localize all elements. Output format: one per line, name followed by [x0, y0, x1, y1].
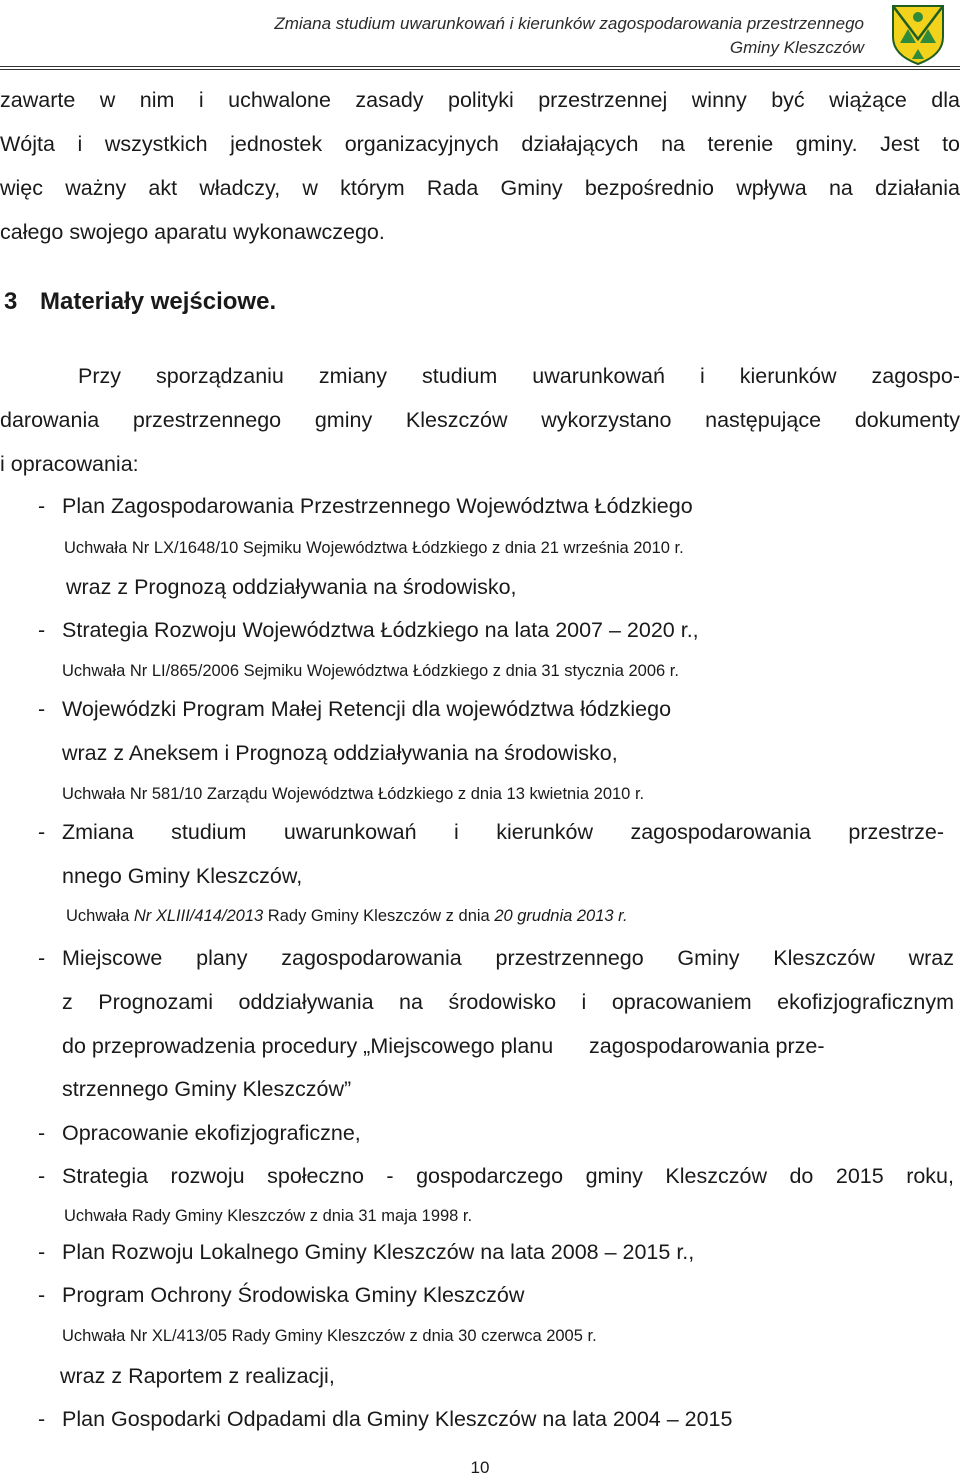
header-subtitle: Gminy Kleszczów [729, 38, 864, 57]
list-dash: - [38, 1283, 46, 1307]
intro-line: Wójta i wszystkich jednostek organizacyjnych działających na terenie gminy. Jest to [0, 132, 960, 156]
section-title: Materiały wejściowe. [40, 288, 277, 315]
resolution-note: Uchwała Rady Gminy Kleszczów z dnia 31 maja 1998 r. [64, 1207, 473, 1225]
paragraph-line: darowania przestrzennego gminy Kleszczów wykorzystano następujące dokumenty [0, 408, 960, 432]
list-dash: - [38, 946, 46, 970]
resolution-note [66, 905, 628, 927]
list-dash: - [38, 494, 46, 518]
list-item: Miejscowe plany zagospodarowania przestrzennego Gminy Kleszczów wraz [62, 946, 954, 970]
list-item-continuation: z Prognozami oddziaływania na środowisko i opracowaniem ekofizjograficznym [62, 990, 954, 1014]
header-rule-double [0, 69, 960, 70]
header-title: Zmiana studium uwarunkowań i kierunków zagospodarowania przestrzennego [274, 14, 864, 33]
resolution-text: Uchwała [66, 907, 134, 925]
list-item-continuation: wraz z Prognozą oddziaływania na środowisko, [66, 575, 517, 599]
page-number: 10 [470, 1458, 490, 1477]
resolution-note: Uchwała Nr LI/865/2006 Sejmiku Województwa Łódzkiego z dnia 31 stycznia 2006 r. [62, 662, 679, 680]
resolution-date: 20 grudnia 2013 r. [494, 907, 628, 925]
list-item-continuation: strzennego Gminy Kleszczów” [62, 1077, 352, 1101]
list-item-continuation: wraz z Raportem z realizacji, [60, 1364, 335, 1388]
list-dash: - [38, 1407, 46, 1431]
intro-line: więc ważny akt władczy, w którym Rada Gminy bezpośrednio wpływa na działania [0, 176, 960, 200]
list-dash: - [38, 618, 46, 642]
list-dash: - [38, 1240, 46, 1264]
list-dash: - [38, 820, 46, 844]
list-dash: - [38, 1164, 46, 1188]
intro-line: całego swojego aparatu wykonawczego. [0, 220, 385, 244]
list-dash: - [38, 1121, 46, 1145]
section-number: 3 [4, 288, 18, 315]
list-item: Zmiana studium uwarunkowań i kierunków zagospodarowania przestrze- [62, 820, 944, 844]
list-item: Wojewódzki Program Małej Retencji dla województwa łódzkiego [62, 697, 672, 721]
list-item: Opracowanie ekofizjograficzne, [62, 1121, 361, 1145]
list-item-continuation: nnego Gminy Kleszczów, [62, 864, 303, 888]
list-item: Plan Rozwoju Lokalnego Gminy Kleszczów na lata 2008 – 2015 r., [62, 1240, 695, 1264]
section-heading [4, 287, 276, 317]
list-item: Program Ochrony Środowiska Gminy Kleszczów [62, 1283, 525, 1307]
list-item: Plan Gospodarki Odpadami dla Gminy Kleszczów na lata 2004 – 2015 [62, 1407, 733, 1431]
list-item: Strategia Rozwoju Województwa Łódzkiego na lata 2007 – 2020 r., [62, 618, 699, 642]
paragraph-line: Przy sporządzaniu zmiany studium uwarunkowań i kierunków zagospo- [78, 364, 960, 388]
paragraph-line: i opracowania: [0, 452, 139, 476]
resolution-text: Rady Gminy Kleszczów z dnia [263, 907, 495, 925]
coat-of-arms-icon [890, 3, 946, 66]
intro-line: zawarte w nim i uchwalone zasady polityki przestrzennej winny być wiążące dla [0, 88, 960, 112]
list-dash: - [38, 697, 46, 721]
resolution-note: Uchwała Nr LX/1648/10 Sejmiku Województwa Łódzkiego z dnia 21 września 2010 r. [64, 539, 684, 557]
header-rule [0, 66, 960, 67]
resolution-note: Uchwała Nr XL/413/05 Rady Gminy Kleszczów z dnia 30 czerwca 2005 r. [62, 1327, 597, 1345]
list-item-continuation: wraz z Aneksem i Prognozą oddziaływania na środowisko, [62, 741, 618, 765]
list-item-continuation: do przeprowadzenia procedury „Miejscowego planu zagospodarowania prze- [62, 1034, 825, 1058]
resolution-note: Uchwała Nr 581/10 Zarządu Województwa Łódzkiego z dnia 13 kwietnia 2010 r. [62, 785, 645, 803]
list-item: Plan Zagospodarowania Przestrzennego Województwa Łódzkiego [62, 494, 693, 518]
list-item: Strategia rozwoju społeczno - gospodarczego gminy Kleszczów do 2015 roku, [62, 1164, 954, 1188]
resolution-number: Nr XLIII/414/2013 [133, 907, 264, 925]
